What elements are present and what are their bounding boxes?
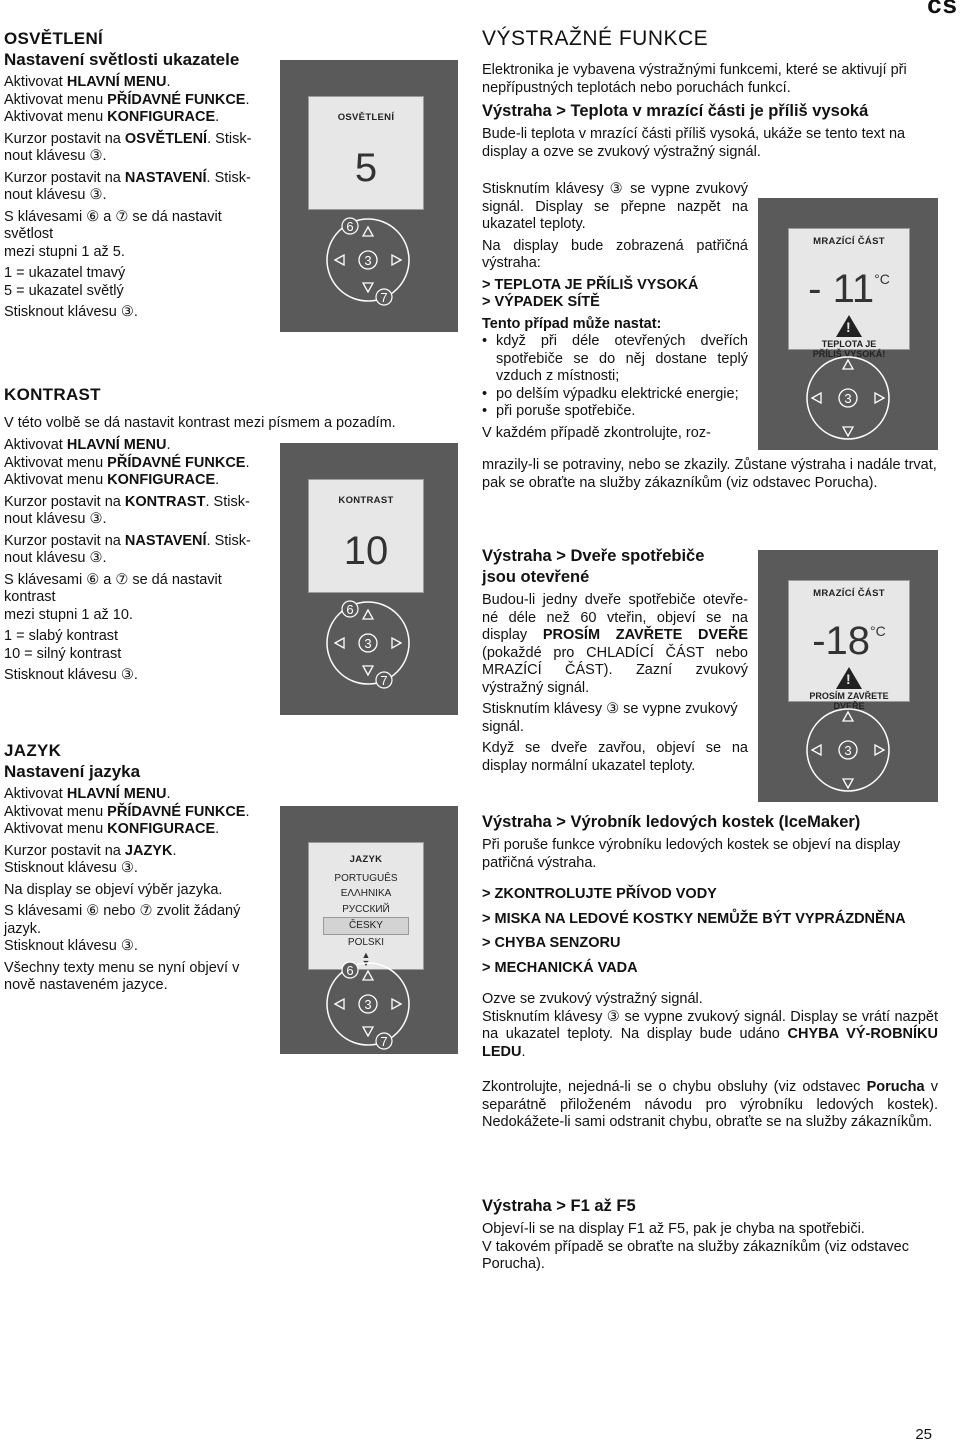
screen-warning-line-1: TEPLOTA JE [821,338,877,349]
kontrast-step-2: Aktivovat menu PŘÍDAVNÉ FUNKCE. [4,454,250,471]
w1-p4b: mrazily-li se potraviny, nebo se zkazily. Zůstane výstraha i nadále trvat, pak se obraťte na služby zákazníkům (viz odstavec Porucha). [482,457,937,491]
warning-icon: ! [836,667,862,689]
w2-p2: Stisknutím klávesy ③ se vypne zvukový signál. [482,701,738,735]
w2-panel [758,550,938,802]
kontrast-title: KONTRAST [4,385,101,404]
key-7-label: 7 [380,673,388,688]
control-keys [320,212,420,308]
right-top [482,26,938,161]
osvetleni-step-5: Kurzor postavit na NASTAVENÍ. Stisk- nout klávesu ③. [4,169,251,203]
osvetleni-scale: 1 = ukazatel tmavý 5 = ukazatel světlý [4,265,126,299]
w3-p2: Ozve se zvukový výstražný signál. [482,991,703,1007]
w4-p1: Objeví-li se na display F1 až F5, pak je chyba na spotřebiči. [482,1221,865,1237]
screen-caption: KONTRAST [338,495,394,506]
screen-warning-line-2: DVEŘE [833,700,865,711]
control-keys [800,702,896,798]
osvetleni-step-7: Stisknout klávesu ③. [4,304,138,320]
w2-p3: Když se dveře zavřou, objeví se na display normální ukazatel teploty. [482,740,748,774]
jazyk-step-1: Aktivovat HLAVNÍ MENU. [4,786,171,802]
w4-p2: V takovém případě se obraťte na služby zákazníkům (viz odstavec Porucha). [482,1238,909,1272]
w3-message-3: > CHYBA SENZORU [482,935,621,951]
jazyk-title: JAZYK [4,741,62,760]
key-6-label: 6 [346,963,354,978]
warning-icon: ! [836,315,862,337]
language-option-selected: ČESKY [323,917,409,935]
page-number: 25 [915,1425,932,1443]
w3-message-2: > MISKA NA LEDOVÉ KOSTKY NEMŮŽE BÝT VYPRÁZDNĚNA [482,910,906,927]
kontrast-screen [308,479,424,593]
key-6-label: 6 [346,602,354,617]
w3-p3: Stisknutím klávesy ③ se vypne zvukový signál. Display se vrátí nazpět na ukazatel teploty. Na display bude udáno CHYBA VÝ-ROBNÍKU LEDU. [482,1008,938,1060]
jazyk-step-4: Kurzor postavit na JAZYK. Stisknout klávesu ③. [4,842,177,876]
w1-p2: Stisknutím klávesy ③ se vypne zvukový signál. Display se přepne nazpět na ukazatel teploty. [482,181,748,232]
w1-screen [788,228,910,359]
osvetleni-step-1: Aktivovat HLAVNÍ MENU. [4,74,171,90]
jazyk-step-6: S klávesami ⑥ nebo ⑦ zvolit žádaný jazyk. Stisknout klávesu ③. [4,903,241,954]
control-keys [800,350,896,446]
w1-p4b-wrap [482,457,938,492]
screen-caption: OSVĚTLENÍ [337,112,395,123]
osvetleni-subtitle: Nastavení světlosti ukazatele [4,50,240,69]
screen-caption: MRAZÍCÍ ČÁST [813,588,885,599]
vystrazne-intro: Elektronika je vybavena výstražnými funkcemi, které se aktivují při nepřípustných teplotách nebo poruchách funkcí. [482,62,907,96]
w4-title: Výstraha > F1 až F5 [482,1197,636,1215]
w2-p1: Budou-li jedny dveře spotřebiče otevře-né déle než 60 vteřin, objeví se na display PROSÍM ZAVŘETE DVEŘE (pokaždé pro CHLADÍCÍ ČÁST nebo MRAZÍCÍ ČÁST). Zazní zvukový výstražný signál. [482,592,748,696]
kontrast-scale: 1 = slabý kontrast 10 = silný kontrast [4,628,122,662]
jazyk-screen [308,842,424,970]
w1-bullet: • po delším výpadku elektrické energie; [482,386,748,404]
w4-section [482,1196,938,1274]
key-7-label: 7 [380,1034,388,1049]
w1-message-1: > TEPLOTA JE PŘÍLIŠ VYSOKÁ [482,276,699,293]
language-code: cs [927,0,958,19]
screen-caption: MRAZÍCÍ ČÁST [813,236,885,247]
language-option: PORTUGUÊS [334,872,398,884]
w2-screen [788,580,910,711]
kontrast-step-7: Stisknout klávesu ③. [4,667,138,683]
w2-title-2: jsou otevřené [482,568,590,586]
key-6-label: 6 [346,219,354,234]
kontrast-step-3: Aktivovat menu KONFIGURACE. [4,472,220,488]
screen-value: 5 [354,145,378,190]
key-3-label: 3 [844,743,852,758]
jazyk-step-3: Aktivovat menu KONFIGURACE. [4,821,220,837]
osvetleni-step-4: Kurzor postavit na OSVĚTLENÍ. Stisk- nout klávesu ③. [4,130,252,164]
screen-caption: JAZYK [349,854,383,865]
w1-p4a: V každém případě zkontrolujte, roz- [482,424,711,441]
osvetleni-step-6: S klávesami ⑥ a ⑦ se dá nastavit světlost mezi stupni 1 až 5. [4,208,222,260]
w3-message-1: > ZKONTROLUJTE PŘÍVOD VODY [482,886,717,902]
w1-p1: Bude-li teplota v mrazící části příliš vysoká, ukáže se tento text na display a ozve se zvukový výstražný signál. [482,126,906,160]
w1-panel [758,198,938,450]
kontrast-steps [4,437,274,685]
w1-p3: Na display bude zobrazená patřičná výstraha: [482,237,748,271]
key-7-label: 7 [380,290,388,305]
key-3-label: 3 [364,253,372,268]
w1-cause-title: Tento případ může nastat: [482,315,662,332]
w3-section [482,812,938,1132]
w3-title: Výstraha > Výrobník ledových kostek (IceMaker) [482,813,861,831]
osvetleni-screen [308,96,424,210]
kontrast-intro: V této volbě se dá nastavit kontrast mezi písmem a pozadím. [4,415,396,431]
key-3-label: 3 [364,997,372,1012]
screen-temperature: - $11^{^\circ C}$ [808,266,890,311]
kontrast-step-6: S klávesami ⑥ a ⑦ se dá nastavit kontrast mezi stupni 1 až 10. [4,571,222,623]
w1-body [482,181,748,442]
kontrast-step-5: Kurzor postavit na NASTAVENÍ. Stisk- nout klávesu ③. [4,532,251,566]
vystrazne-funkce-title: VÝSTRAŽNÉ FUNKCE [482,27,709,50]
screen-value: 10 [343,528,389,573]
key-3-label: 3 [844,391,852,406]
scroll-arrows-icon: ▲ ▼ [361,950,371,968]
w2-title-1: Výstraha > Dveře spotřebiče [482,547,705,565]
osvetleni-title: OSVĚTLENÍ [4,29,104,48]
screen-temperature: $-18^{^\circ C}$ [812,618,886,663]
screen-warning-line-1: PROSÍM ZAVŘETE [809,690,889,701]
jazyk-step-7: Všechny texty menu se nyní objeví v nově nastaveném jazyce. [4,959,240,993]
jazyk-step-2: Aktivovat menu PŘÍDAVNÉ FUNKCE. [4,803,250,820]
jazyk-panel [280,806,458,1054]
left-column [4,28,274,322]
w1-bullet: • když při déle otevřených dveřích spotřebiče se do něj dostane teplý vzduch z místnosti; [482,333,748,386]
w3-p4: Zkontrolujte, nejedná-li se o chybu obsluhy (viz odstavec Porucha v separátně přiloženém návodu pro výrobníku ledových kostek). Nedokážete-li sami odstranit chybu, obraťte se na služby zákazníkům. [482,1079,939,1130]
kontrast-panel [280,443,458,715]
w3-message-4: > MECHANICKÁ VADA [482,959,638,976]
osvetleni-panel [280,60,458,332]
language-option: РУССКИЙ [342,903,390,915]
screen-warning-line-2: PŘÍLIŠ VYSOKÁ! [812,348,886,359]
osvetleni-step-3: Aktivovat menu KONFIGURACE. [4,109,220,125]
osvetleni-step-2: Aktivovat menu PŘÍDAVNÉ FUNKCE. [4,91,250,108]
jazyk-subtitle: Nastavení jazyka [4,762,141,781]
w2-section [482,546,748,775]
kontrast-step-4: Kurzor postavit na KONTRAST. Stisk- nout klávesu ③. [4,493,250,527]
w1-title: Výstraha > Teplota v mrazící části je příliš vysoká [482,102,869,120]
control-keys [320,956,420,1052]
key-3-label: 3 [364,636,372,651]
language-option: ΕΛΛΗΝΙΚΑ [340,888,392,899]
w1-bullet: • při poruše spotřebiče. [482,403,748,421]
language-option: POLSKI [347,936,385,948]
w1-message-2: > VÝPADEK SÍTĚ [482,294,600,310]
kontrast-step-1: Aktivovat HLAVNÍ MENU. [4,437,171,453]
jazyk-section [4,740,274,995]
jazyk-step-5: Na display se objeví výběr jazyka. [4,881,223,898]
w3-p1: Při poruše funkce výrobníku ledových kostek se objeví na display patřičná výstraha. [482,837,901,871]
kontrast-section [4,384,444,433]
control-keys [320,595,420,691]
